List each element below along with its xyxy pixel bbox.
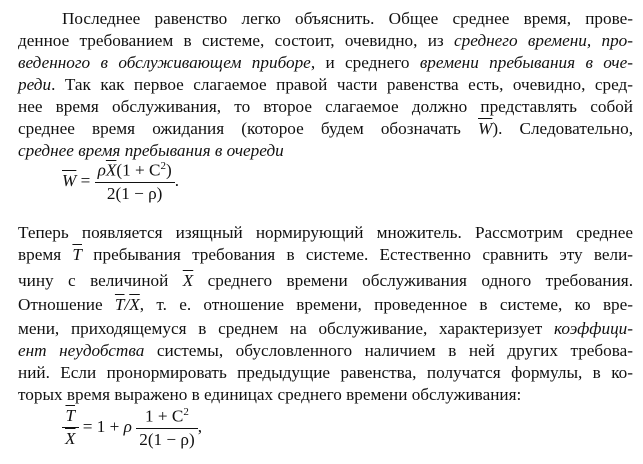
paragraph-2-line-8: торых время выражено в единицах среднего времени обслуживания: xyxy=(18,385,522,404)
paragraph-1-line-1: Последнее равенство легко объяснить. Общее среднее время, прове- xyxy=(62,9,633,28)
paragraph-1-line-5: нее время обслуживания, то второе слагаемое должно представлять собой xyxy=(18,97,633,116)
paragraph-2-line-2: время $\overline{T}$ пребывания требования в системе. Естественно сравнить эту вели- xyxy=(18,245,633,264)
formula-lhs-fraction: $\frac{\overline{T}}{X}$ xyxy=(62,406,79,449)
paragraph-1-line-6: среднее время ожидания (которое будем обозначать $\overline{W}$). Следовательно, xyxy=(18,119,633,138)
paragraph-1-line-7: среднее время пребывания в очереди xyxy=(18,141,284,160)
formula-waiting-time: $\overline{W}$ = $\frac{\rho\overline{X}(1 + C^2)}{2(1 - \rho)}$ . xyxy=(62,160,179,203)
paragraph-2-line-7: ний. Если пронормировать предыдущие равенства, получатся формулы, в ко- xyxy=(18,363,633,382)
paragraph-2-line-1: Теперь появляется изящный нормирующий множитель. Рассмотрим среднее xyxy=(18,223,633,242)
paragraph-2-line-5: мени, приходящемуся в среднем на обслуживание, характеризует коэффици- xyxy=(18,319,633,338)
paragraph-2-line-4: Отношение $\overline{T}/\overline{X}$, т. е. отношение времени, проведенное в системе, ко вре- xyxy=(18,295,634,314)
paragraph-2-line-3: чину с величиной $\overline{X}$ среднего времени обслуживания одного требования. xyxy=(18,271,634,290)
formula-fraction: $\frac{\rho\overline{X}(1 + C^2)}{2(1 - \rho)}$ xyxy=(95,160,175,204)
paragraph-2-line-6: ент неудобства системы, обусловленного наличием в ней других требова- xyxy=(18,341,633,360)
formula-rhs-fraction: $\frac{1 + C^2}{2(1 - \rho)}$ xyxy=(136,406,198,450)
paragraph-1-line-4: реди. Так как первое слагаемое правой части равенства есть, очевидно, сред- xyxy=(18,75,633,94)
formula-normalized-time: $\frac{\overline{T}}{X}$ = 1 + ρ $\frac{1 + C^2}{2(1 - \rho)}$ , xyxy=(62,406,202,450)
paragraph-1-line-2: денное требованием в системе, состоит, очевидно, из среднего времени, про- xyxy=(18,31,633,50)
paragraph-1-line-3: веденного в обслуживающем приборе, и среднего времени пребывания в оче- xyxy=(18,53,633,72)
